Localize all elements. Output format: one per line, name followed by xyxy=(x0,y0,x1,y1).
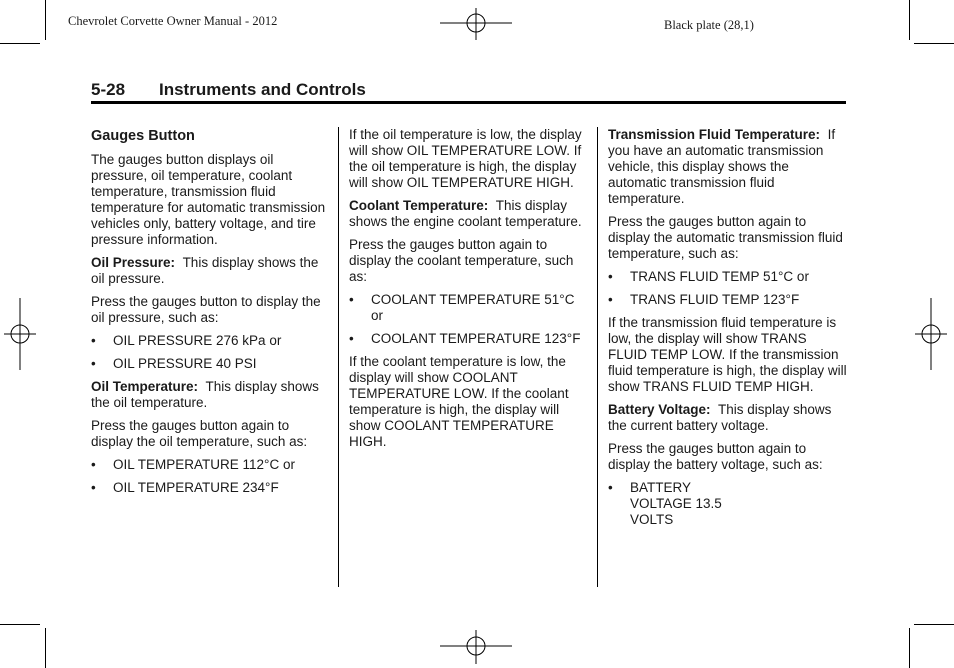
column-2 xyxy=(349,127,584,457)
list-item: • OIL PRESSURE 40 PSI xyxy=(91,356,331,372)
oil-pressure-label: Oil Pressure: xyxy=(91,255,176,270)
trans-paragraph xyxy=(608,127,848,207)
heading-rule xyxy=(91,101,846,104)
column-3 xyxy=(608,127,848,535)
trans-list xyxy=(608,269,848,308)
list-item: • TRANS FLUID TEMP 123°F xyxy=(608,292,848,308)
plate-label: Black plate (28,1) xyxy=(664,18,754,32)
column-1 xyxy=(91,127,331,503)
coolant-list xyxy=(349,292,584,347)
oil-pressure-press: Press the gauges button to display the oil pressure, such as: xyxy=(91,294,321,325)
coolant-text: This display shows the engine coolant temperature. xyxy=(349,198,582,229)
battery-press: Press the gauges button again to display the battery voltage, such as: xyxy=(608,441,823,472)
oil-pressure-list xyxy=(91,333,331,372)
trans-text: If you have an automatic transmission vehicle, this display shows the automatic transmission fluid temperature. xyxy=(608,127,836,206)
column-divider xyxy=(597,127,598,587)
battery-paragraph xyxy=(608,402,848,434)
list-item: • TRANS FLUID TEMP 51°C or xyxy=(608,269,848,285)
oil-pressure-paragraph xyxy=(91,255,331,287)
oil-temp-text: This display shows the oil temperature. xyxy=(91,379,319,410)
oil-temp-low-high: If the oil temperature is low, the display will show OIL TEMPERATURE LOW. If the oil temperature is high, the display will show OIL TEMPERATURE HIGH. xyxy=(349,127,582,190)
trans-press: Press the gauges button again to display the automatic transmission fluid temperature, such as: xyxy=(608,214,843,261)
list-item: • BATTERY VOLTAGE 13.5 VOLTS xyxy=(608,480,848,528)
coolant-press: Press the gauges button again to display the coolant temperature, such as: xyxy=(349,237,574,284)
coolant-paragraph xyxy=(349,198,584,230)
registration-mark-top xyxy=(440,8,512,40)
trans-low-high: If the transmission fluid temperature is low, the display will show TRANS FLUID TEMP LOW. If the transmission fluid temperature is high, the display will show TRANS FLUID TEMP HIGH. xyxy=(608,315,847,394)
section-title: Instruments and Controls xyxy=(159,80,366,99)
oil-temp-paragraph xyxy=(91,379,331,411)
oil-pressure-text: This display shows the oil pressure. xyxy=(91,255,319,286)
list-item: • OIL PRESSURE 276 kPa or xyxy=(91,333,331,349)
battery-text: This display shows the current battery voltage. xyxy=(608,402,832,433)
section-heading xyxy=(91,80,366,100)
column-divider xyxy=(338,127,339,587)
list-item: • OIL TEMPERATURE 112°C or xyxy=(91,457,331,473)
registration-mark-right xyxy=(915,298,947,370)
gauges-intro: The gauges button displays oil pressure, oil temperature, coolant temperature, transmission fluid temperature for automatic transmission vehicles only, battery voltage, and tire pressure information. xyxy=(91,152,326,247)
registration-mark-left xyxy=(4,298,36,370)
page-number: 5-28 xyxy=(91,80,126,99)
manual-title: Chevrolet Corvette Owner Manual - 2012 xyxy=(68,14,278,28)
oil-temp-list xyxy=(91,457,331,496)
list-item: • COOLANT TEMPERATURE 123°F xyxy=(349,331,584,347)
list-item: • OIL TEMPERATURE 234°F xyxy=(91,480,331,496)
battery-list xyxy=(608,480,848,528)
battery-label: Battery Voltage: xyxy=(608,402,711,417)
trans-label: Transmission Fluid Temperature: xyxy=(608,127,821,142)
oil-temp-press: Press the gauges button again to display the oil temperature, such as: xyxy=(91,418,308,449)
coolant-label: Coolant Temperature: xyxy=(349,198,489,213)
gauges-button-heading: Gauges Button xyxy=(91,128,195,144)
oil-temp-label: Oil Temperature: xyxy=(91,379,199,394)
list-item: • COOLANT TEMPERATURE 51°C or xyxy=(349,292,584,324)
registration-mark-bottom xyxy=(440,630,512,664)
coolant-low-high: If the coolant temperature is low, the display will show COOLANT TEMPERATURE LOW. If the coolant temperature is high, the display will show COOLANT TEMPERATURE HIGH. xyxy=(349,354,569,449)
